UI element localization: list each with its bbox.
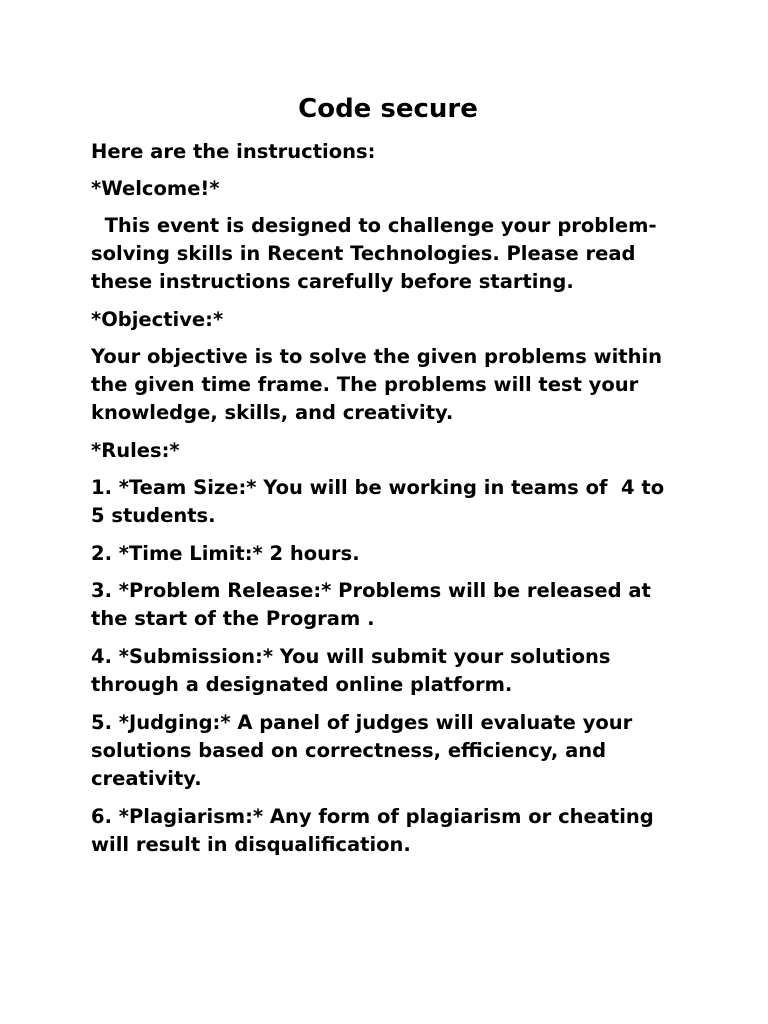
- welcome-paragraph: This event is designed to challenge your problem-solving skills in Recent Technologies. Please read these instructions carefully before starting.: [91, 214, 657, 293]
- rule-item-plagiarism: 6. *Plagiarism:* Any form of plagiarism or cheating will result in disqualification.: [91, 805, 661, 856]
- page-title: Code secure: [298, 94, 478, 124]
- document-page: [91, 92, 681, 869]
- rules-heading: *Rules:*: [91, 439, 180, 462]
- rule-item-submission: 4. *Submission:* You will submit your solutions through a designated online platform.: [91, 645, 618, 696]
- rule-item-time-limit: 2. *Time Limit:* 2 hours.: [91, 542, 360, 565]
- objective-heading: *Objective:*: [91, 308, 224, 331]
- intro-text: Here are the instructions:: [91, 140, 376, 163]
- objective-paragraph: Your objective is to solve the given problems within the given time frame. The problems will test your knowledge, skills, and creativity.: [91, 345, 669, 424]
- welcome-heading: *Welcome!*: [91, 177, 220, 200]
- rule-item-problem-release: 3. *Problem Release:* Problems will be released at the start of the Program .: [91, 579, 658, 630]
- rule-item-team-size: 1. *Team Size:* You will be working in teams of 4 to 5 students.: [91, 476, 671, 527]
- rule-item-judging: 5. *Judging:* A panel of judges will evaluate your solutions based on correctness, efficiency, and creativity.: [91, 711, 640, 790]
